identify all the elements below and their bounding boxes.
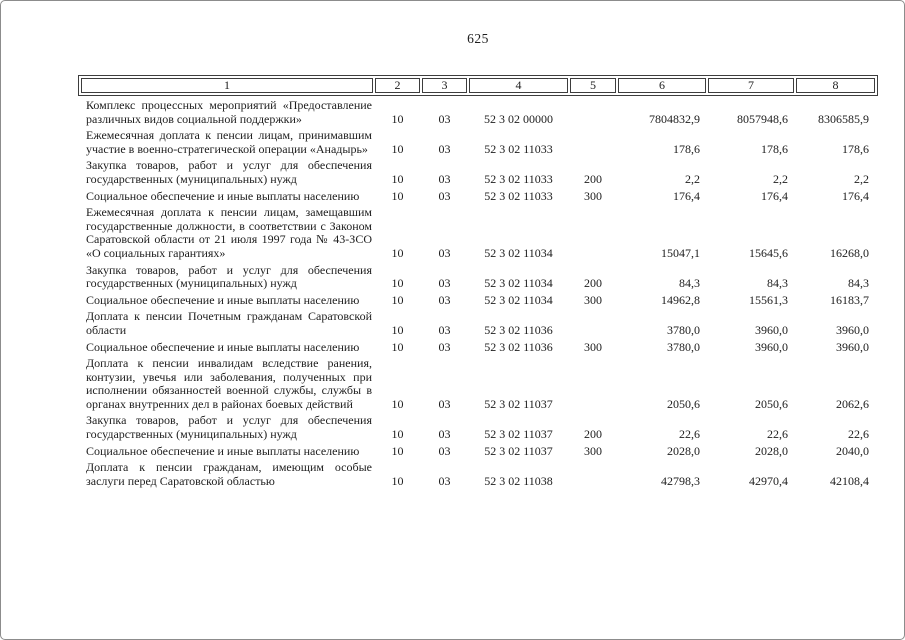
row-value: 03 xyxy=(438,292,451,307)
row-value: 2050,6 xyxy=(667,396,700,411)
table-row xyxy=(81,189,875,206)
table-row xyxy=(81,309,875,339)
row-value: 178,6 xyxy=(761,141,788,156)
table-row xyxy=(81,460,875,490)
row-value: 10 xyxy=(391,111,404,126)
row-value xyxy=(570,128,616,158)
row-value: 176,4 xyxy=(673,188,700,203)
row-value: 3960,0 xyxy=(755,339,788,354)
row-value: 300 xyxy=(584,339,602,354)
row-value: 10 xyxy=(391,141,404,156)
table-row xyxy=(81,263,875,293)
row-value: 52 3 02 11034 xyxy=(484,276,553,291)
table-body xyxy=(81,98,875,490)
row-value: 03 xyxy=(438,339,451,354)
row-label: Социальное обеспечение и иные выплаты населению xyxy=(86,443,360,458)
row-value: 52 3 02 11034 xyxy=(484,245,553,260)
row-value xyxy=(570,356,616,413)
header-cell-5: 5 xyxy=(570,78,616,93)
row-value: 7804832,9 xyxy=(649,111,700,126)
row-value: 22,6 xyxy=(848,427,869,442)
row-value: 3960,0 xyxy=(755,322,788,337)
row-value: 42970,4 xyxy=(749,473,788,488)
row-value: 03 xyxy=(438,427,451,442)
row-value: 52 3 02 11037 xyxy=(484,427,553,442)
row-value: 10 xyxy=(391,322,404,337)
row-value: 178,6 xyxy=(673,141,700,156)
row-value: 2028,0 xyxy=(755,443,788,458)
page-content xyxy=(78,31,878,491)
row-value: 2,2 xyxy=(685,171,700,186)
row-value: 200 xyxy=(584,427,602,442)
budget-table xyxy=(78,97,878,491)
page-number: 625 xyxy=(467,31,489,46)
row-value: 16268,0 xyxy=(830,245,869,260)
row-value: 52 3 02 11037 xyxy=(484,443,553,458)
table-row xyxy=(81,356,875,413)
table-row xyxy=(81,340,875,357)
row-label: Доплата к пенсии инвалидам вследствие ранения, контузии, увечья или заболевания, полученных при исполнении обязанностей военной службы, службы в органах внутренних дел в районах боевых действий xyxy=(86,356,372,411)
row-value: 52 3 02 11038 xyxy=(484,473,553,488)
row-value: 03 xyxy=(438,171,451,186)
row-value xyxy=(570,205,616,262)
row-value: 8057948,6 xyxy=(737,111,788,126)
row-value: 200 xyxy=(584,171,602,186)
row-value: 3960,0 xyxy=(836,322,869,337)
row-value: 10 xyxy=(391,427,404,442)
row-value: 03 xyxy=(438,276,451,291)
row-value: 8306585,9 xyxy=(818,111,869,126)
row-label: Ежемесячная доплата к пенсии лицам, замещавшим государственные должности, в соответствии с Законом Саратовской области от 21 июля 1997 года № 43-ЗСО «О социальных гарантиях» xyxy=(86,205,372,260)
row-value: 2062,6 xyxy=(836,396,869,411)
row-value xyxy=(570,309,616,339)
row-value: 03 xyxy=(438,188,451,203)
row-value xyxy=(570,98,616,128)
row-value: 03 xyxy=(438,322,451,337)
row-value: 42108,4 xyxy=(830,473,869,488)
row-value: 300 xyxy=(584,443,602,458)
row-value: 52 3 02 11034 xyxy=(484,292,553,307)
table-row xyxy=(81,293,875,310)
table-row xyxy=(81,158,875,188)
row-value: 52 3 02 11036 xyxy=(484,322,553,337)
header-cell-6: 6 xyxy=(618,78,706,93)
row-value: 176,4 xyxy=(842,188,869,203)
row-value: 10 xyxy=(391,188,404,203)
row-value: 16183,7 xyxy=(830,292,869,307)
row-value: 52 3 02 11033 xyxy=(484,188,553,203)
row-value: 200 xyxy=(584,276,602,291)
table-row xyxy=(81,128,875,158)
row-value: 10 xyxy=(391,396,404,411)
row-value: 10 xyxy=(391,276,404,291)
row-value: 03 xyxy=(438,245,451,260)
row-value: 15645,6 xyxy=(749,245,788,260)
row-value: 03 xyxy=(438,396,451,411)
table-row xyxy=(81,205,875,262)
header-row xyxy=(81,78,875,93)
row-value: 52 3 02 11037 xyxy=(484,396,553,411)
row-value: 3960,0 xyxy=(836,339,869,354)
table-row xyxy=(81,98,875,128)
header-cell-4: 4 xyxy=(469,78,568,93)
row-value: 84,3 xyxy=(767,276,788,291)
row-label: Ежемесячная доплата к пенсии лицам, принимавшим участие в военно-стратегической операции «Анадырь» xyxy=(86,128,372,156)
row-value: 2,2 xyxy=(773,171,788,186)
row-value: 178,6 xyxy=(842,141,869,156)
row-label: Социальное обеспечение и иные выплаты населению xyxy=(86,339,360,354)
row-value: 52 3 02 00000 xyxy=(484,111,553,126)
row-value: 15047,1 xyxy=(661,245,700,260)
row-label: Закупка товаров, работ и услуг для обеспечения государственных (муниципальных) нужд xyxy=(86,413,372,442)
row-value: 2040,0 xyxy=(836,443,869,458)
table-header xyxy=(78,75,878,96)
row-label: Доплата к пенсии Почетным гражданам Саратовской области xyxy=(86,309,372,337)
row-value: 10 xyxy=(391,473,404,488)
row-label: Социальное обеспечение и иные выплаты населению xyxy=(86,292,360,307)
row-value: 15561,3 xyxy=(749,292,788,307)
row-value: 22,6 xyxy=(767,427,788,442)
row-value: 52 3 02 11036 xyxy=(484,339,553,354)
row-value: 176,4 xyxy=(761,188,788,203)
row-value: 10 xyxy=(391,245,404,260)
header-cell-7: 7 xyxy=(708,78,794,93)
header-cell-3: 3 xyxy=(422,78,467,93)
row-value: 03 xyxy=(438,141,451,156)
row-value: 14962,8 xyxy=(661,292,700,307)
row-label: Закупка товаров, работ и услуг для обеспечения государственных (муниципальных) нужд xyxy=(86,262,372,291)
row-label: Социальное обеспечение и иные выплаты населению xyxy=(86,188,360,203)
row-value: 10 xyxy=(391,339,404,354)
row-value: 10 xyxy=(391,292,404,307)
row-value: 3780,0 xyxy=(667,322,700,337)
row-label: Комплекс процессных мероприятий «Предоставление различных видов социальной поддержки» xyxy=(86,98,372,126)
row-label: Доплата к пенсии гражданам, имеющим особые заслуги перед Саратовской областью xyxy=(86,460,372,488)
row-value: 2,2 xyxy=(854,171,869,186)
row-value: 2050,6 xyxy=(755,396,788,411)
row-value: 03 xyxy=(438,111,451,126)
row-value: 300 xyxy=(584,292,602,307)
row-value: 52 3 02 11033 xyxy=(484,171,553,186)
row-value: 52 3 02 11033 xyxy=(484,141,553,156)
header-cell-8: 8 xyxy=(796,78,875,93)
row-value: 300 xyxy=(584,188,602,203)
row-label: Закупка товаров, работ и услуг для обеспечения государственных (муниципальных) нужд xyxy=(86,158,372,186)
row-value: 84,3 xyxy=(679,276,700,291)
table-row xyxy=(81,413,875,443)
row-value: 10 xyxy=(391,171,404,186)
row-value: 2028,0 xyxy=(667,443,700,458)
row-value xyxy=(570,460,616,490)
row-value: 10 xyxy=(391,443,404,458)
table-row xyxy=(81,444,875,461)
row-value: 42798,3 xyxy=(661,473,700,488)
row-value: 03 xyxy=(438,473,451,488)
row-value: 3780,0 xyxy=(667,339,700,354)
header-cell-2: 2 xyxy=(375,78,420,93)
row-value: 84,3 xyxy=(848,276,869,291)
row-value: 03 xyxy=(438,443,451,458)
row-value: 22,6 xyxy=(679,427,700,442)
header-cell-1: 1 xyxy=(81,78,373,93)
